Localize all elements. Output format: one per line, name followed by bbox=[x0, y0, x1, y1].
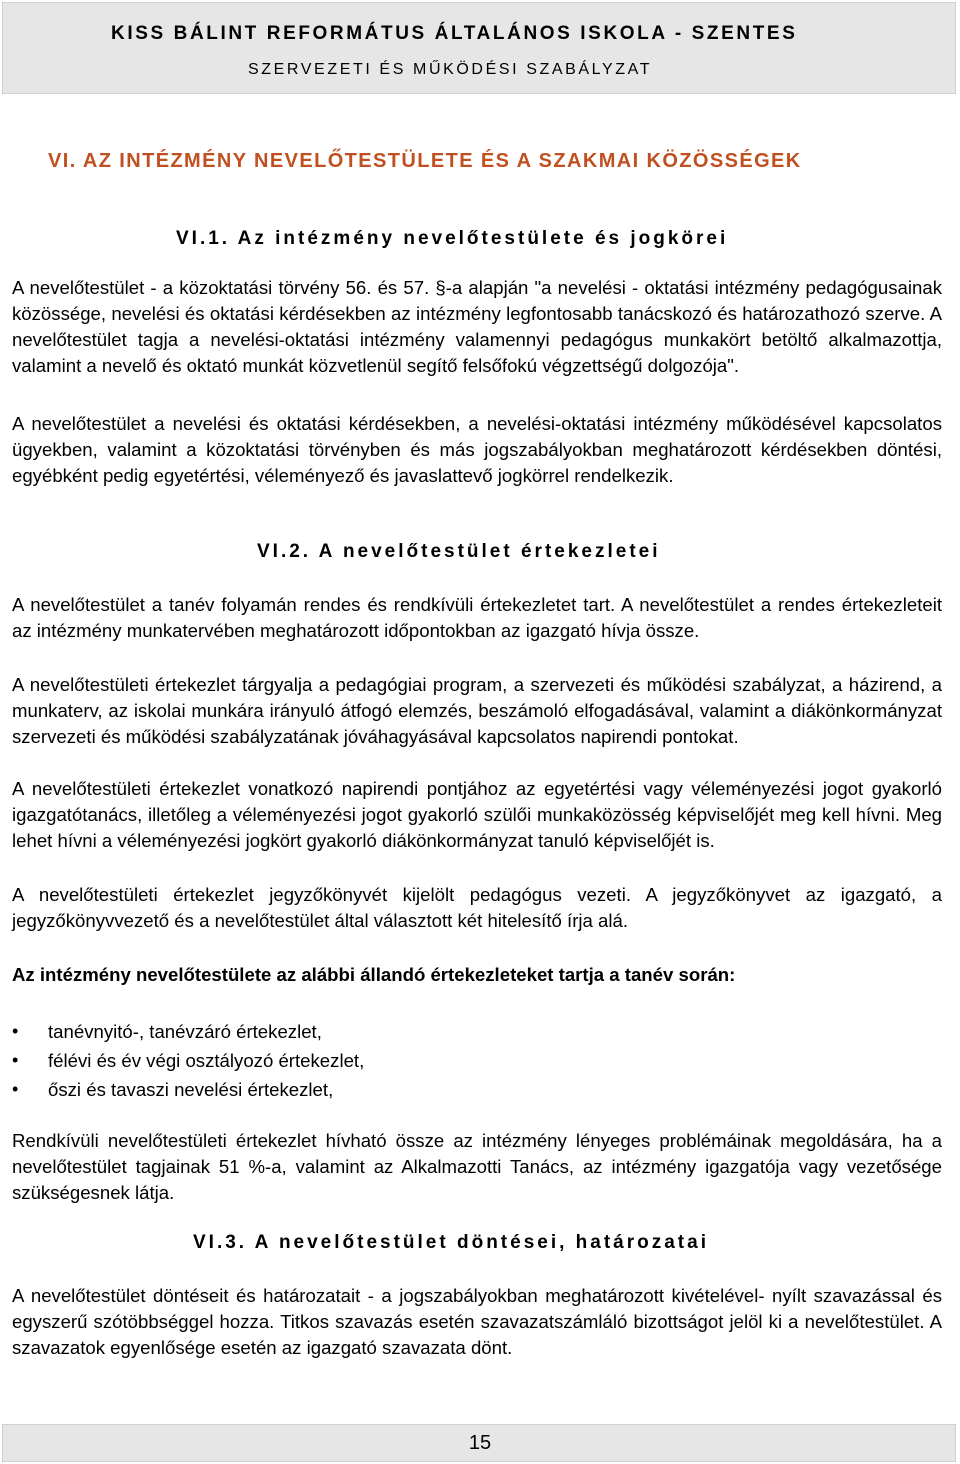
section-2-title: VI.2. A nevelőtestület értekezletei bbox=[257, 541, 661, 562]
section-2-paragraph-2: A nevelőtestületi értekezlet tárgyalja a pedagógiai program, a szervezeti és működési szabályzat, a házirend, a munkaterv, az iskolai munkára irányuló átfogó elemzés, beszámoló elfogadásával, valamint a diákönkormányzat szervezeti és működési szabályzatának jóváhagyásával kapcsolatos napirendi pontokat. bbox=[12, 674, 942, 747]
meetings-list bbox=[12, 1017, 364, 1104]
list-item bbox=[12, 1017, 364, 1046]
list-item-text: félévi és év végi osztályozó értekezlet, bbox=[48, 1050, 365, 1071]
standing-meetings-heading: Az intézmény nevelőtestülete az alábbi állandó értekezleteket tartja a tanév során: bbox=[12, 964, 736, 985]
bullet-icon: • bbox=[12, 1079, 19, 1099]
section-1-paragraph-1: A nevelőtestület - a közoktatási törvény 56. és 57. §-a alapján "a nevelési - oktatási intézmény pedagógusainak közössége, nevelési és oktatási kérdésekben az intézmény legfontosabb tanácskozó és határozathozó szerve. A nevelőtestület tagja a nevelési-oktatási intézmény valamennyi pedagógus munkakört betöltő alkalmazottja, valamint a nevelő és oktató munkát közvetlenül segítő felsőfokú végzettségű dolgozója". bbox=[12, 277, 942, 376]
page-number: 15 bbox=[468, 1432, 492, 1454]
school-name: KISS BÁLINT REFORMÁTUS ÁLTALÁNOS ISKOLA - SZENTES bbox=[111, 23, 798, 44]
list-item-text: tanévnyitó-, tanévzáró értekezlet, bbox=[48, 1021, 322, 1042]
list-item-text: őszi és tavaszi nevelési értekezlet, bbox=[48, 1079, 334, 1100]
section-1-title: VI.1. Az intézmény nevelőtestülete és jogkörei bbox=[176, 228, 729, 249]
section-2-paragraph-3: A nevelőtestületi értekezlet vonatkozó napirendi pontjához az egyetértési vagy véleményezési jogot gyakorló igazgatótanács, illetőleg a véleményezési jogot gyakorló szülői munkaközösség képviselőjét meg kell hívni. Meg lehet hívni a véleményezési jogkört gyakorló diákönkormányzat tanuló képviselőjét is. bbox=[12, 778, 942, 851]
document-type: SZERVEZETI ÉS MŰKÖDÉSI SZABÁLYZAT bbox=[248, 61, 653, 78]
section-2-paragraph-4: A nevelőtestületi értekezlet jegyzőkönyvét kijelölt pedagógus vezeti. A jegyzőkönyvet az igazgató, a jegyzőkönyvvezető és a nevelőtestület által választott két hitelesítő írja alá. bbox=[12, 884, 942, 931]
section-3-paragraph-1: A nevelőtestület döntéseit és határozatait - a jogszabályokban meghatározott kivételével- nyílt szavazással és egyszerű szótöbbséggel hozza. Titkos szavazás esetén szavazatszámláló bizottságot jelöl ki a nevelőtestület. A szavazatok egyenlősége esetén az igazgató szavazata dönt. bbox=[12, 1285, 942, 1358]
section-3-title: VI.3. A nevelőtestület döntései, határozatai bbox=[193, 1232, 709, 1253]
section-2-paragraph-5: Rendkívüli nevelőtestületi értekezlet hívható össze az intézmény lényeges problémáinak megoldására, ha a nevelőtestület tagjainak 51 %-a, valamint az Alkalmazotti Tanács, az intézmény igazgatója vagy vezetősége szükségesnek látja. bbox=[12, 1130, 942, 1203]
bullet-icon: • bbox=[12, 1021, 19, 1041]
list-item bbox=[12, 1075, 364, 1104]
section-1-paragraph-2: A nevelőtestület a nevelési és oktatási kérdésekben, a nevelési-oktatási intézmény működésével kapcsolatos ügyekben, valamint a közoktatási törvényben és más jogszabályokban meghatározott kérdésekben döntési, egyébként pedig egyetértési, véleményező és javaslattevő jogkörrel rendelkezik. bbox=[12, 413, 942, 486]
page-header bbox=[2, 2, 956, 94]
section-2-paragraph-1: A nevelőtestület a tanév folyamán rendes és rendkívüli értekezletet tart. A nevelőtestület a rendes értekezleteit az intézmény munkatervében meghatározott időpontokban az igazgató hívja össze. bbox=[12, 594, 942, 641]
bullet-icon: • bbox=[12, 1050, 19, 1070]
list-item bbox=[12, 1046, 364, 1075]
page-footer bbox=[2, 1424, 956, 1462]
chapter-title: VI. AZ INTÉZMÉNY NEVELŐTESTÜLETE ÉS A SZAKMAI KÖZÖSSÉGEK bbox=[48, 150, 802, 172]
